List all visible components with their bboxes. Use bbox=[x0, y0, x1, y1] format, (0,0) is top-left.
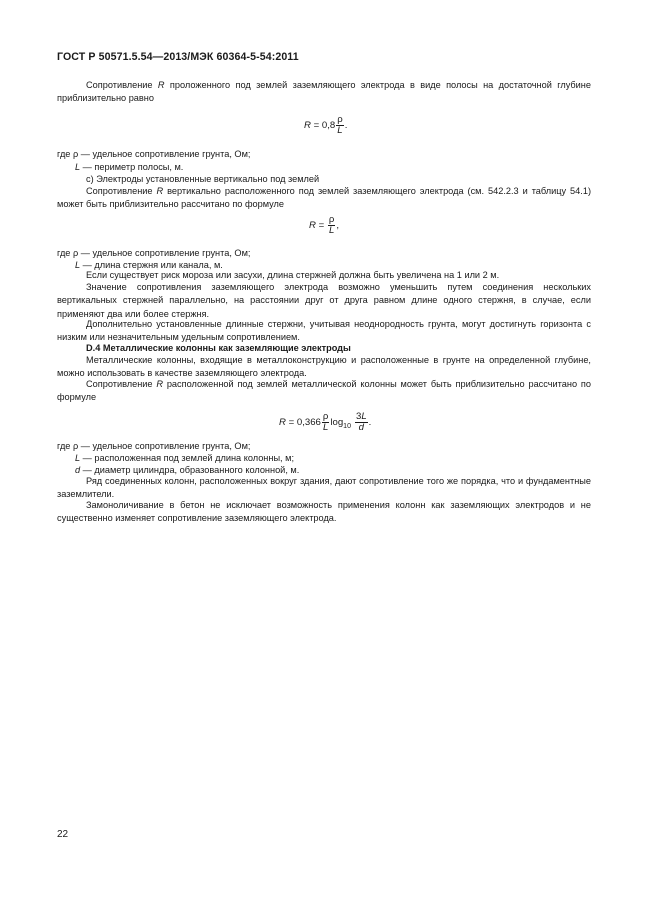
where-line: L — длина стержня или канала, м. bbox=[75, 260, 223, 270]
where-line: d — диаметр цилиндра, образованного колонной, м. bbox=[75, 465, 300, 475]
formula-strip: R = 0,8 $\frac{\rho}{L}$ . bbox=[304, 114, 348, 136]
subsection-c: с) Электроды установленные вертикально под землей bbox=[86, 174, 320, 184]
formula-vertical: R = $\frac{\rho}{L}$ , bbox=[309, 214, 340, 236]
paragraph-long-rods: Дополнительно установленные длинные стержни, учитывая неоднородность грунта, могут достигнуть горизонта с низким или незначительным удельным сопротивлением. bbox=[57, 319, 591, 343]
paragraph-concrete: Замоноличивание в бетон не исключает возможность применения колонн как заземляющих электродов и не существенно изменяет сопротивление заземляющего электрода. bbox=[57, 500, 591, 524]
where-line: где ρ — удельное сопротивление грунта, Ом; bbox=[57, 441, 251, 451]
where-line: где ρ — удельное сопротивление грунта, Ом; bbox=[57, 248, 251, 258]
paragraph-metal-columns: Металлические колонны, входящие в металлоконструкцию и расположенные в грунте на определенной глубине, можно использовать в качестве заземляющего электрода. bbox=[57, 355, 591, 379]
section-heading: D.4 Металлические колонны как заземляющие электроды bbox=[86, 343, 351, 353]
where-line: L — расположенная под землей длина колонны, м; bbox=[75, 453, 295, 463]
paragraph-strip-electrode: Сопротивление R проложенного под землей заземляющего электрода в виде полосы на достаточной глубине приблизительно равно bbox=[57, 80, 591, 104]
where-line: где ρ — удельное сопротивление грунта, Ом; bbox=[57, 149, 251, 159]
paragraph-frost: Если существует риск мороза или засухи, длина стержней должна быть увеличена на 1 или 2 м. bbox=[86, 270, 500, 280]
paragraph-column-resistance: Сопротивление R расположенной под землей металлической колонны может быть приблизительно рассчитано по формуле bbox=[57, 379, 591, 403]
formula-column: R = 0,366 $\frac{\rho}{L}$ $\log_{10}$ $\frac{3L}{d}$ . bbox=[279, 411, 372, 433]
where-line: L — периметр полосы, м. bbox=[75, 162, 184, 172]
paragraph-parallel-rods: Значение сопротивления заземляющего электрода возможно уменьшить путем соединения нескольких вертикальных стержней параллельно, на расстоянии друг от друга равном длине одного стержня, в случае, если применяют два или более стержня. bbox=[57, 282, 591, 319]
page-header: ГОСТ Р 50571.5.54—2013/МЭК 60364-5-54:2011 bbox=[57, 51, 299, 63]
page-number: 22 bbox=[57, 829, 69, 840]
paragraph-ring-columns: Ряд соединенных колонн, расположенных вокруг здания, дают сопротивление того же порядка, что и фундаментные заземлители. bbox=[57, 476, 591, 500]
paragraph-vertical-electrode: Сопротивление R вертикально расположенного под землей заземляющего электрода (см. 542.2.3 и таблицу 54.1) может быть приблизительно рассчитано по формуле bbox=[57, 186, 592, 210]
